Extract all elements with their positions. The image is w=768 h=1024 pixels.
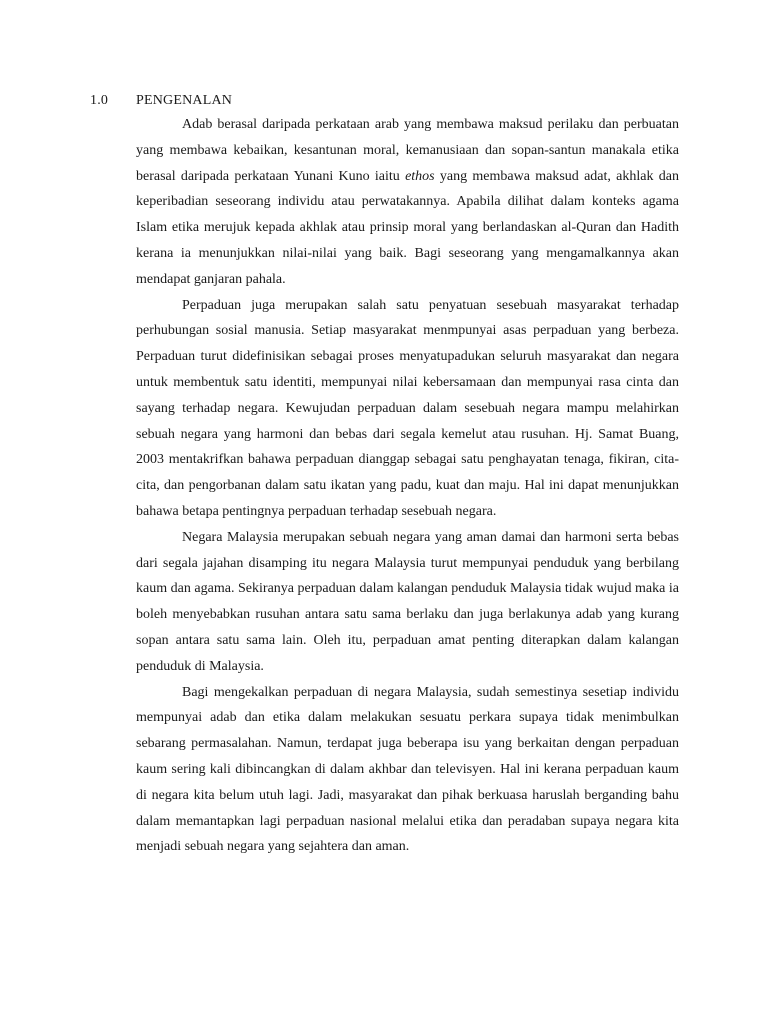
paragraph-1-text-before: Adab berasal daripada perkataan arab yang membawa maksud perilaku dan perbuatan yang membawa kebaikan, kesantunan moral, kemanusiaan dan sopan-santun manakala etika berasal daripada perkataan Yunani Kuno iaitu bbox=[136, 117, 679, 184]
paragraph-2: Perpaduan juga merupakan salah satu penyatuan sesebuah masyarakat terhadap perhubungan sosial manusia. Setiap masyarakat menmpunyai asas perpaduan yang berbeza. Perpaduan turut didefinisikan sebagai proses menyatupadukan seluruh masyarakat dan negara untuk membentuk satu identiti, mempunyai nilai kebersamaan dan mempunyai rasa cinta dan sayang terhadap negara. Kewujudan perpaduan dalam sesebuah negara mampu melahirkan sebuah negara yang harmoni dan bebas dari segala kemelut atau rusuhan. Hj. Samat Buang, 2003 mentakrifkan bahawa perpaduan dianggap sebagai satu penghayatan tenaga, fikiran, cita-cita, dan pengorbanan dalam satu ikatan yang padu, kuat dan maju. Hal ini dapat menunjukkan bahawa betapa pentingnya perpaduan terhadap sesebuah negara. bbox=[136, 297, 679, 519]
paragraph-4: Bagi mengekalkan perpaduan di negara Malaysia, sudah semestinya sesetiap individu mempunyai adab dan etika dalam melakukan sesuatu perkara supaya tidak menimbulkan sebarang permasalahan. Namun, terdapat juga beberapa isu yang berkaitan dengan perpaduan kaum sering kali dibincangkan di dalam akhbar dan televisyen. Hal ini kerana perpaduan kaum di negara kita belum utuh lagi. Jadi, masyarakat dan pihak berkuasa haruslah berganding bahu dalam memantapkan lagi perpaduan nasional melalui etika dan peradaban supaya negara kita menjadi sebuah negara yang sejahtera dan aman. bbox=[136, 684, 679, 855]
paragraph-1-italic-term: ethos bbox=[405, 168, 435, 184]
section-heading bbox=[90, 92, 232, 110]
section-title: PENGENALAN bbox=[136, 93, 233, 108]
section-body bbox=[136, 112, 679, 860]
paragraph-1 bbox=[136, 112, 679, 293]
paragraph-1-text-after: yang membawa maksud adat, akhlak dan keperibadian seseorang individu atau perwatakannya. Apabila dilihat dalam konteks agama Islam etika merujuk kepada akhlak atau prinsip moral yang berlandaskan al-Quran dan Hadith kerana ia menunjukkan nilai-nilai yang baik. Bagi seseorang yang mengamalkannya akan mendapat ganjaran pahala. bbox=[136, 168, 679, 287]
paragraph-3: Negara Malaysia merupakan sebuah negara yang aman damai dan harmoni serta bebas dari segala jajahan disamping itu negara Malaysia turut mempunyai penduduk yang berbilang kaum dan agama. Sekiranya perpaduan dalam kalangan penduduk Malaysia tidak wujud maka ia boleh menyebabkan rusuhan antara satu sama berlaku dan juga berlakunya adab yang kurang sopan antara satu sama lain. Oleh itu, perpaduan amat penting diterapkan dalam kalangan penduduk di Malaysia. bbox=[136, 529, 679, 674]
section-number: 1.0 bbox=[90, 93, 109, 108]
